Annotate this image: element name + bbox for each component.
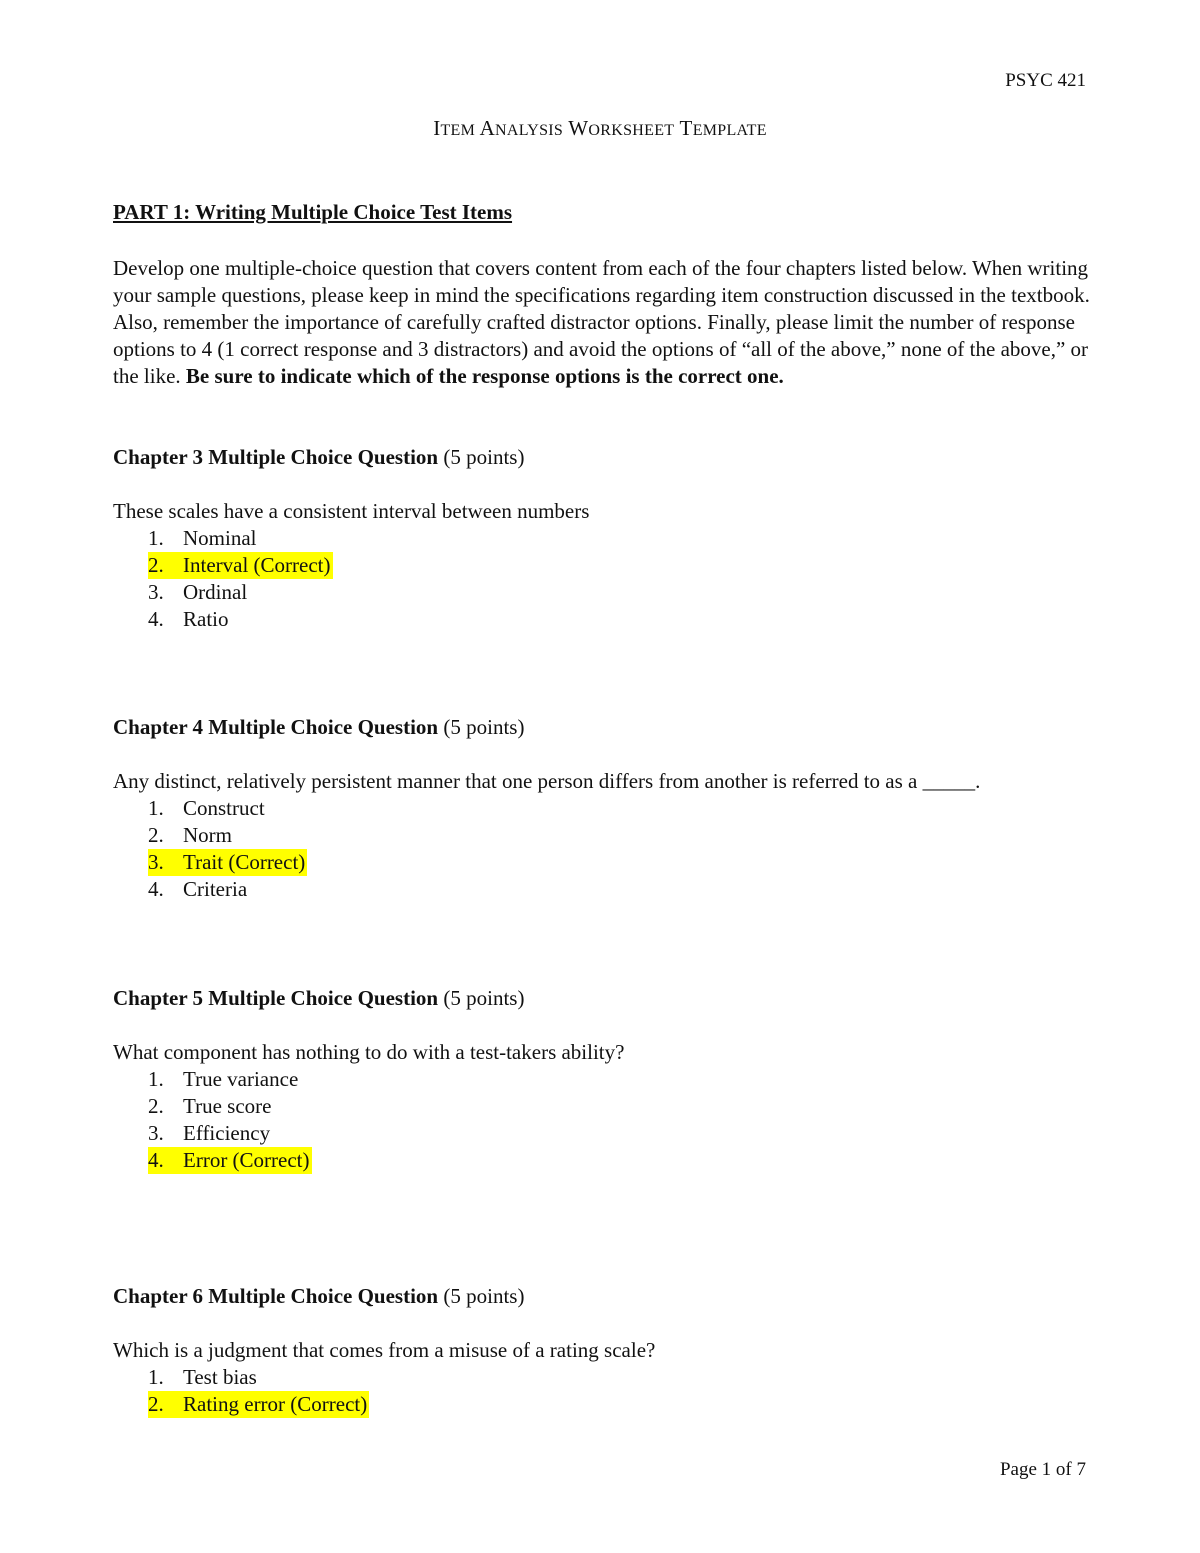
answer-options <box>113 1364 1093 1418</box>
answer-option: 1. Nominal <box>148 526 257 550</box>
question-heading: Chapter 4 Multiple Choice Question (5 points) <box>113 715 525 739</box>
answer-option-correct: 4. Error (Correct) <box>148 1148 310 1172</box>
answer-option-correct: 2. Rating error (Correct) <box>148 1392 368 1416</box>
question-stem: Which is a judgment that comes from a misuse of a rating scale? <box>113 1338 656 1362</box>
answer-option: 2. True score <box>148 1094 272 1118</box>
question-chapter-4 <box>113 714 1093 903</box>
answer-option: 1. Test bias <box>148 1365 257 1389</box>
page-number: Page 1 of 7 <box>999 1459 1086 1480</box>
question-heading: Chapter 6 Multiple Choice Question (5 points) <box>113 1284 525 1308</box>
question-heading: Chapter 3 Multiple Choice Question (5 points) <box>113 445 525 469</box>
instructions-paragraph <box>113 255 1093 390</box>
course-code: PSYC 421 <box>1005 70 1086 91</box>
instructions-text: Develop one multiple-choice question that covers content from each of the four chapters listed below. When writing your sample questions, please keep in mind the specifications regarding item construction discussed in the textbook. Also, remember the importance of carefully crafted distractor options. Finally, please limit the number of response options to 4 (1 correct response and 3 distractors) and avoid the options of “all of the above,” none of the above,” or the like. <box>113 256 1090 388</box>
answer-options <box>113 1066 1093 1174</box>
answer-option-correct: 3. Trait (Correct) <box>148 850 306 874</box>
question-chapter-6 <box>113 1283 1093 1418</box>
answer-options <box>113 525 1093 633</box>
answer-options <box>113 795 1093 903</box>
answer-option: 1. Construct <box>148 796 265 820</box>
answer-option: 2. Norm <box>148 823 232 847</box>
answer-option: 3. Efficiency <box>148 1121 271 1145</box>
answer-option: 1. True variance <box>148 1067 299 1091</box>
document-title: ITEM ANALYSIS WORKSHEET TEMPLATE <box>433 116 767 140</box>
question-chapter-5 <box>113 985 1093 1174</box>
instructions-emphasis: Be sure to indicate which of the response options is the correct one. <box>185 364 784 388</box>
question-stem: Any distinct, relatively persistent manner that one person differs from another is referred to as a _____. <box>113 769 981 793</box>
part1-heading: PART 1: Writing Multiple Choice Test Items <box>113 200 513 224</box>
answer-option: 4. Ratio <box>148 607 229 631</box>
question-chapter-3 <box>113 444 1093 633</box>
question-stem: These scales have a consistent interval between numbers <box>113 499 590 523</box>
question-stem: What component has nothing to do with a test-takers ability? <box>113 1040 625 1064</box>
answer-option: 4. Criteria <box>148 877 248 901</box>
answer-option-correct: 2. Interval (Correct) <box>148 553 331 577</box>
question-heading: Chapter 5 Multiple Choice Question (5 points) <box>113 986 525 1010</box>
answer-option: 3. Ordinal <box>148 580 248 604</box>
